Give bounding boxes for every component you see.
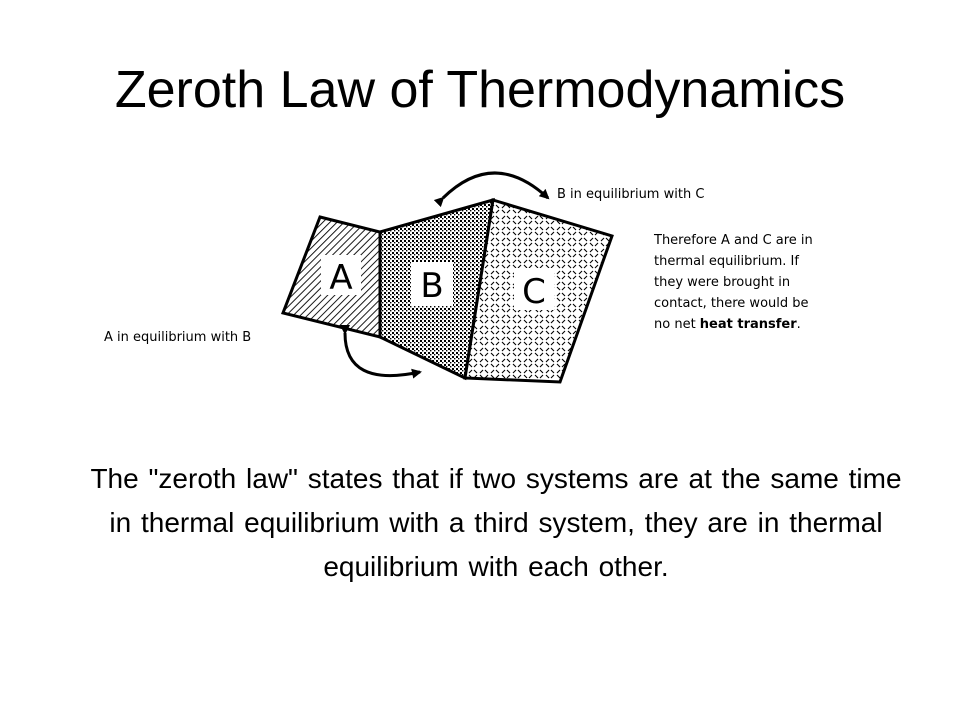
zeroth-law-statement: The "zeroth law" states that if two systems are at the same time in thermal equilibrium with a third system, they are in thermal equilibrium with each other.	[90, 463, 902, 582]
label-b-c: B in equilibrium with C	[557, 187, 705, 202]
note-line-5-suffix: .	[796, 317, 801, 332]
arrow-b-c-icon	[443, 173, 548, 198]
system-a	[283, 217, 380, 337]
note-line-2: thermal equilibrium. If	[654, 254, 799, 269]
system-b-label: B	[420, 266, 444, 306]
note-line-5	[654, 317, 801, 332]
slide-title: Zeroth Law of Thermodynamics	[114, 61, 846, 119]
system-a-label: A	[329, 258, 353, 298]
conclusion-note	[653, 233, 813, 332]
note-line-5-prefix: no net	[654, 317, 700, 332]
note-line-1: Therefore A and C are in	[654, 233, 813, 248]
label-a-b: A in equilibrium with B	[104, 330, 252, 345]
note-line-3: they were brought in	[654, 275, 791, 290]
heat-transfer-term: heat transfer	[699, 317, 797, 332]
system-c-label: C	[522, 272, 546, 312]
note-line-4: contact, there would be	[654, 296, 809, 311]
